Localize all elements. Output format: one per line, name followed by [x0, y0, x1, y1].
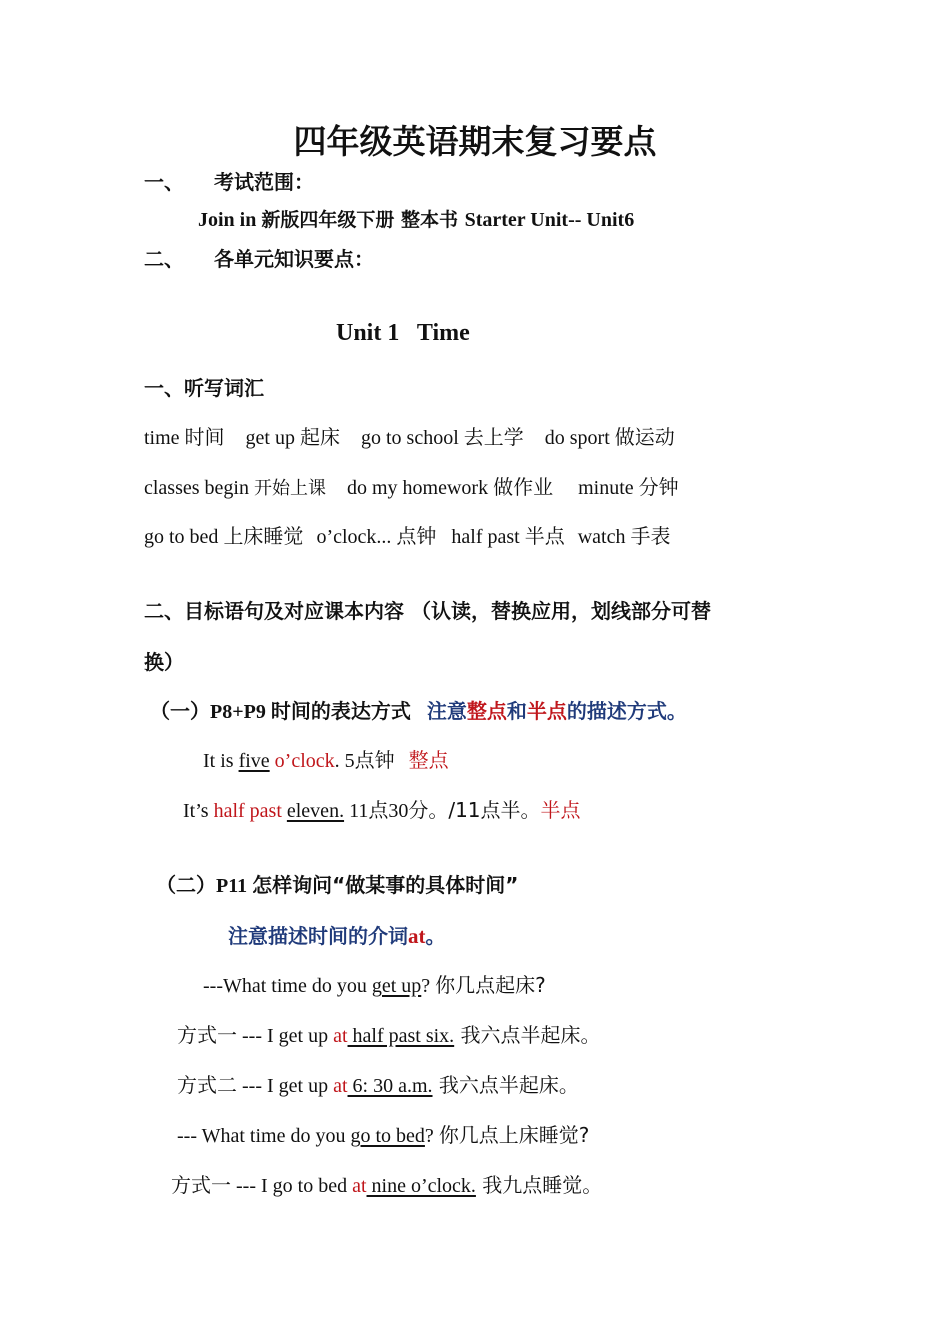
answer-get-up-2: 方式二 --- I get up at 6: 30 a.m. 我六点半起床。	[177, 1073, 579, 1097]
vocab-line-1	[144, 421, 675, 450]
sub-1-label: 时间的表达方式	[270, 699, 411, 723]
vocab-item: time 时间	[144, 425, 225, 449]
sub-2-heading	[156, 869, 518, 898]
section-2-heading	[144, 243, 374, 272]
sub-1-pages: P8+P9	[210, 701, 271, 723]
vocab-item: do sport 做运动	[544, 425, 675, 449]
example-half-hour: It’s half past eleven. 11点30分。/11点半。半点	[183, 798, 581, 822]
vocab-item: watch 手表	[577, 524, 671, 548]
question-get-up: ---What time do you get up? 你几点起床?	[203, 973, 546, 997]
vocab-line-2	[144, 471, 679, 500]
answer-go-to-bed-1: 方式一 --- I go to bed at nine o’clock. 我九点睡觉。	[171, 1173, 603, 1197]
example-whole-hour: It is five o’clock. 5点钟 整点	[203, 748, 449, 772]
label-whole-hour: 整点	[408, 748, 449, 772]
target-heading-line-2: 换）	[144, 650, 184, 674]
section-1-heading	[144, 166, 314, 195]
section-1-label: 考试范围：	[214, 170, 314, 194]
vocab-item: half past 半点	[451, 524, 565, 548]
exam-scope	[198, 205, 634, 232]
sub-2-label: 怎样询问“做某事的具体时间”	[252, 873, 519, 897]
exam-scope-a: Join in	[198, 209, 262, 231]
vocab-item: classes begin 开始上课	[144, 477, 326, 499]
label-half-hour: 半点	[540, 798, 581, 822]
vocab-heading: 一、听写词汇	[144, 376, 264, 400]
vocab-item: go to school 去上学	[360, 425, 524, 449]
unit-title: Unit 1 Time	[336, 320, 470, 346]
vocab-item: go to bed 上床睡觉	[144, 524, 304, 548]
target-heading-line-1: 二、目标语句及对应课本内容 （认读，替换应用，划线部分可替	[144, 599, 711, 623]
vocab-item: get up 起床	[245, 425, 340, 449]
page-title: 四年级英语期末复习要点	[293, 122, 657, 161]
vocab-item: minute 分钟	[578, 475, 679, 499]
section-2-number: 二、	[144, 247, 184, 271]
vocab-line-3	[144, 520, 671, 549]
sub-2-note: 注意描述时间的介词at。	[228, 924, 446, 948]
question-go-to-bed: --- What time do you go to bed? 你几点上床睡觉?	[177, 1123, 590, 1147]
sub-2-pages: P11	[216, 875, 253, 897]
answer-get-up-1: 方式一 --- I get up at half past six. 我六点半起床。	[177, 1023, 601, 1047]
section-2-label: 各单元知识要点：	[214, 247, 374, 271]
vocab-item: o’clock... 点钟	[316, 524, 437, 548]
sub-2-prefix: （二）	[156, 873, 216, 897]
exam-scope-b: 新版四年级下册 整本书	[261, 209, 465, 231]
exam-scope-c: Starter Unit-- Unit6	[464, 209, 635, 231]
sub-1-prefix: （一）	[150, 699, 210, 723]
vocab-item: do my homework 做作业	[346, 475, 554, 499]
sub-1-note: 注意整点和半点的描述方式。	[426, 699, 687, 723]
section-1-number: 一、	[144, 170, 184, 194]
sub-1-heading	[150, 695, 687, 724]
